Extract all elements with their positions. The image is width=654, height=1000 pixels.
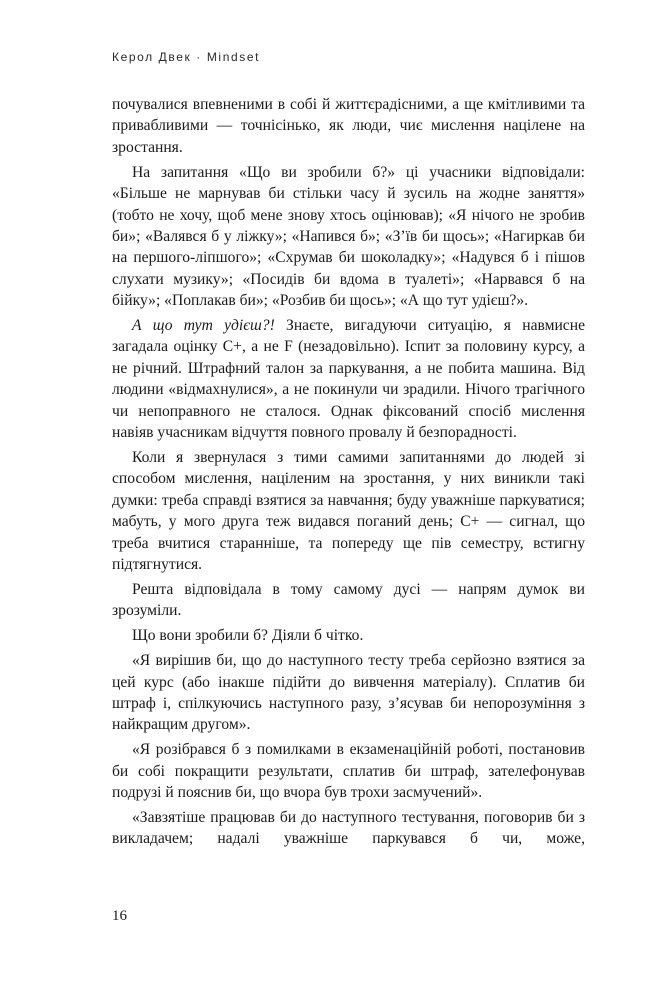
- page-number: 16: [112, 908, 127, 924]
- body-text: [112, 94, 585, 853]
- paragraph-2: На запитання «Що ви зробили б?» ці учасники відповідали: «Більше не марнував би стільки часу й зусиль на жодне заняття» (тобто не хочу, щоб мене знову хтось оцінював); «Я нічого не зробив би»; «Валявся б у ліжку»; «Напився б»; «З’їв би щось»; «Нагиркав би на першого-ліпшого»; «Схрумав би шоколадку»; «Надувся б і пішов слухати музику»; «Посидів би вдома в туалеті»; «Нарвався б на бійку»; «Поплакав би»; «Розбив би щось»; «А що тут удієш?».: [112, 163, 585, 310]
- paragraph-3-text: Знаєте, вигадуючи ситуацію, я навмисне загадала оцінку C+, а не F (незадовільно). Іспит за половину курсу, а не річний. Штрафний талон за паркування, а не побита машина. Від людини «відмахнулися», а не покинули чи зрадили. Нічого трагічного чи непоправного не сталося. Однак фіксований спосіб мислення навіяв учасникам відчуття повного провалу й безпорадності.: [112, 317, 585, 442]
- running-head: Керол Двек · Mindset: [112, 50, 261, 64]
- paragraph-6: Що вони зробили б? Діяли б чітко.: [132, 627, 364, 645]
- paragraph-3-italic: А що тут удієш?!: [132, 317, 275, 335]
- paragraph-1: почувалися впевненими в собі й життєрадісними, а ще кмітливими та привабливими — точнісінько, як люди, чиє мислення націлене на зростання.: [112, 96, 585, 156]
- paragraph-3: [112, 315, 585, 443]
- paragraph-5: Решта відповідала в тому самому дусі — напрям думок ви зрозуміли.: [112, 580, 585, 620]
- paragraph-9: «Завзятіше працював би до наступного тестування, поговорив би з викладачем; надалі уважніше паркувався б чи, може,: [112, 809, 585, 848]
- paragraph-7: «Я вирішив би, що до наступного тесту треба серйозно взятися за цей курс (або інакше підійти до вивчення матеріалу). Сплатив би штраф і, спілкуючись наступного разу, з’ясував би непорозуміння з найкращим другом».: [112, 652, 585, 734]
- paragraph-8: «Я розібрався б з помилками в екзаменаційній роботі, постановив би собі покращити результати, сплатив би штраф, зателефонував подрузі й пояснив би, що вчора був трохи засмучений».: [112, 741, 585, 802]
- paragraph-4: Коли я звернулася з тими самими запитаннями до людей зі способом мислення, націленим на зростання, у них виникли такі думки: треба справді взятися за навчання; буду уважніше паркуватися; мабуть, у мого друга теж видався поганий день; C+ — сигнал, що треба вчитися старанніше, та попереду ще пів семестру, встигну підтягнутися.: [112, 449, 585, 574]
